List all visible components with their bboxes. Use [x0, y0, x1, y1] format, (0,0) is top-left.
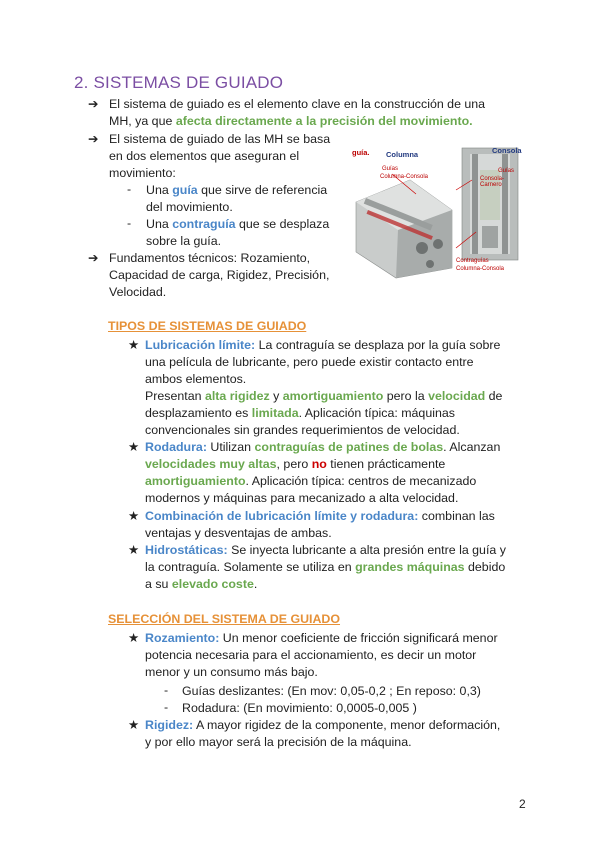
text-run: combinan las	[418, 509, 495, 523]
text-run: desplazamiento es	[145, 406, 252, 420]
sub-bullet-guia	[146, 182, 346, 216]
figure-label-consola-carnero: Consola-Carnero	[480, 176, 505, 188]
text-line: y por ello mayor será la precisión de la máquina.	[145, 735, 412, 749]
item-name: Rozamiento:	[145, 631, 220, 645]
text-run: la contraguía. Solamente se utiliza en	[145, 560, 356, 574]
text-run: tienen prácticamente	[326, 457, 446, 471]
text-run: a su	[145, 577, 172, 591]
figure-label-guias-consola: Guías	[498, 168, 515, 174]
bullet-fundamentos	[109, 250, 349, 301]
text-line: ambos elementos.	[145, 372, 247, 386]
item-lubricacion-limite	[145, 337, 535, 439]
text-run: MH, ya que	[109, 114, 176, 128]
figure-label-contraguias: Contraguías	[456, 258, 489, 264]
text-line	[145, 439, 535, 456]
star-icon: ★	[128, 543, 140, 557]
highlight-text: guía	[172, 183, 198, 197]
text-line	[145, 456, 535, 473]
bullet-guiado-clave	[109, 96, 529, 130]
highlight-text: amortiguamiento	[145, 474, 246, 488]
text-run: . Aplicación típica: máquinas	[298, 406, 455, 420]
item-rigidez	[145, 717, 535, 751]
text-line: Velocidad.	[109, 285, 167, 299]
text-run: A mayor rigidez de la componente, menor deformación,	[193, 718, 501, 732]
bullet-elementos	[109, 131, 349, 182]
text-line	[145, 405, 535, 422]
text-line	[145, 576, 535, 593]
dash-icon: -	[164, 683, 169, 697]
highlight-text: alta rigidez	[204, 389, 270, 403]
machine-illustration	[352, 140, 524, 282]
text-line: El sistema de guiado es el elemento clave en la construcción de una	[109, 97, 486, 111]
item-combinacion	[145, 508, 535, 542]
item-hidrostaticas	[145, 542, 535, 593]
text-run: Una	[146, 217, 173, 231]
subheading-seleccion: SELECCIÓN DEL SISTEMA DE GUIADO	[108, 612, 341, 626]
text-run: , pero	[276, 457, 312, 471]
text-line: en dos elementos que aseguran el	[109, 149, 300, 163]
dash-icon: -	[164, 700, 169, 714]
highlight-text: grandes máquinas	[355, 560, 465, 574]
item-name: Rodadura:	[145, 440, 207, 454]
text-run: pero la	[383, 389, 429, 403]
text-line: movimiento:	[109, 166, 176, 180]
text-line	[146, 182, 346, 199]
text-run: Una	[146, 183, 173, 197]
text-run: de	[485, 389, 503, 403]
star-icon: ★	[128, 631, 140, 645]
text-line: ventajas y desventajas de ambas.	[145, 526, 332, 540]
text-run: que sirve de referencia	[197, 183, 328, 197]
item-name: Lubricación límite:	[145, 338, 256, 352]
highlight-text: elevado coste	[171, 577, 254, 591]
item-rozamiento	[145, 630, 535, 681]
highlight-text: velocidad	[428, 389, 486, 403]
star-icon: ★	[128, 440, 140, 454]
highlight-text: amortiguamiento	[282, 389, 384, 403]
text-run: . Alcanzan	[443, 440, 501, 454]
text-line	[109, 113, 529, 130]
text-run: La contraguía se desplaza por la guía sobre	[255, 338, 501, 352]
dash-icon: -	[127, 182, 132, 196]
text-line: modernos y máquinas para mecanizado a alta velocidad.	[145, 491, 459, 505]
text-line: del movimiento.	[146, 200, 233, 214]
highlight-text: velocidades muy altas	[145, 457, 277, 471]
text-line	[145, 559, 535, 576]
text-run: debido	[464, 560, 506, 574]
text-run: que se desplaza	[235, 217, 330, 231]
arrow-icon: ➔	[88, 97, 99, 111]
star-icon: ★	[128, 509, 140, 523]
star-icon: ★	[128, 718, 140, 732]
text-line: Capacidad de carga, Rigidez, Precisión,	[109, 268, 330, 282]
text-line	[145, 542, 535, 559]
sub-bullet-guias-deslizantes: Guías deslizantes: (En mov: 0,05-0,2 ; En reposo: 0,3)	[182, 684, 481, 698]
page-number: 2	[519, 797, 526, 811]
highlight-text: contraguías de patines de bolas	[254, 440, 444, 454]
item-name: Hidrostáticas:	[145, 543, 228, 557]
text-run: Un menor coeficiente de fricción significará menor	[219, 631, 498, 645]
text-line	[145, 630, 535, 647]
text-run: Se inyecta lubricante a alta presión entre la guía y	[227, 543, 506, 557]
highlight-text: no	[311, 457, 327, 471]
text-line: sobre la guía.	[146, 234, 222, 248]
arrow-icon: ➔	[88, 251, 99, 265]
text-run: Presentan	[145, 389, 205, 403]
figure-label-columna: Columna	[386, 150, 419, 159]
text-line: potencia necesaria para el accionamiento, es decir un motor	[145, 648, 477, 662]
dash-icon: -	[127, 216, 132, 230]
text-run: Utilizan	[206, 440, 255, 454]
text-run: y	[269, 389, 283, 403]
figure-label-columna-consola: Columna-Consola	[380, 174, 429, 180]
subheading-tipos: TIPOS DE SISTEMAS DE GUIADO	[108, 319, 307, 333]
sub-bullet-rodadura: Rodadura: (En movimiento: 0,0005-0,005 )	[182, 701, 417, 715]
item-name: Combinación de lubricación límite y rodadura:	[145, 509, 419, 523]
text-line	[145, 473, 535, 490]
figure-label-columna-consola-2: Columna-Consola	[456, 266, 505, 272]
text-line	[145, 508, 535, 525]
text-line	[145, 337, 535, 354]
text-line: El sistema de guiado de las MH se basa	[109, 132, 331, 146]
text-run: .	[253, 577, 258, 591]
highlight-text: limitada	[251, 406, 299, 420]
text-line: menor y un consumo más bajo.	[145, 665, 318, 679]
star-icon: ★	[128, 338, 140, 352]
highlight-text: contraguía	[172, 217, 236, 231]
text-run: . Aplicación típica: centros de mecanizado	[245, 474, 477, 488]
text-line	[145, 717, 535, 734]
text-line	[145, 388, 535, 405]
figure-label-guia: guía.	[352, 148, 370, 157]
item-name: Rigidez:	[145, 718, 194, 732]
sub-bullet-contraguia	[146, 216, 346, 250]
text-line: convencionales sin grandes requerimientos de velocidad.	[145, 423, 460, 437]
guide-system-figure	[352, 140, 524, 282]
figure-label-consola: Consola	[492, 146, 522, 155]
highlight-text: afecta directamente a la precisión del movimiento.	[175, 114, 473, 128]
text-line: una película de lubricante, pero puede existir contacto entre	[145, 355, 474, 369]
text-line	[146, 216, 346, 233]
item-rodadura	[145, 439, 535, 507]
figure-label-guias: Guías	[382, 166, 399, 172]
arrow-icon: ➔	[88, 132, 99, 146]
section-title: 2. SISTEMAS DE GUIADO	[74, 73, 284, 92]
text-line: Fundamentos técnicos: Rozamiento,	[109, 251, 311, 265]
